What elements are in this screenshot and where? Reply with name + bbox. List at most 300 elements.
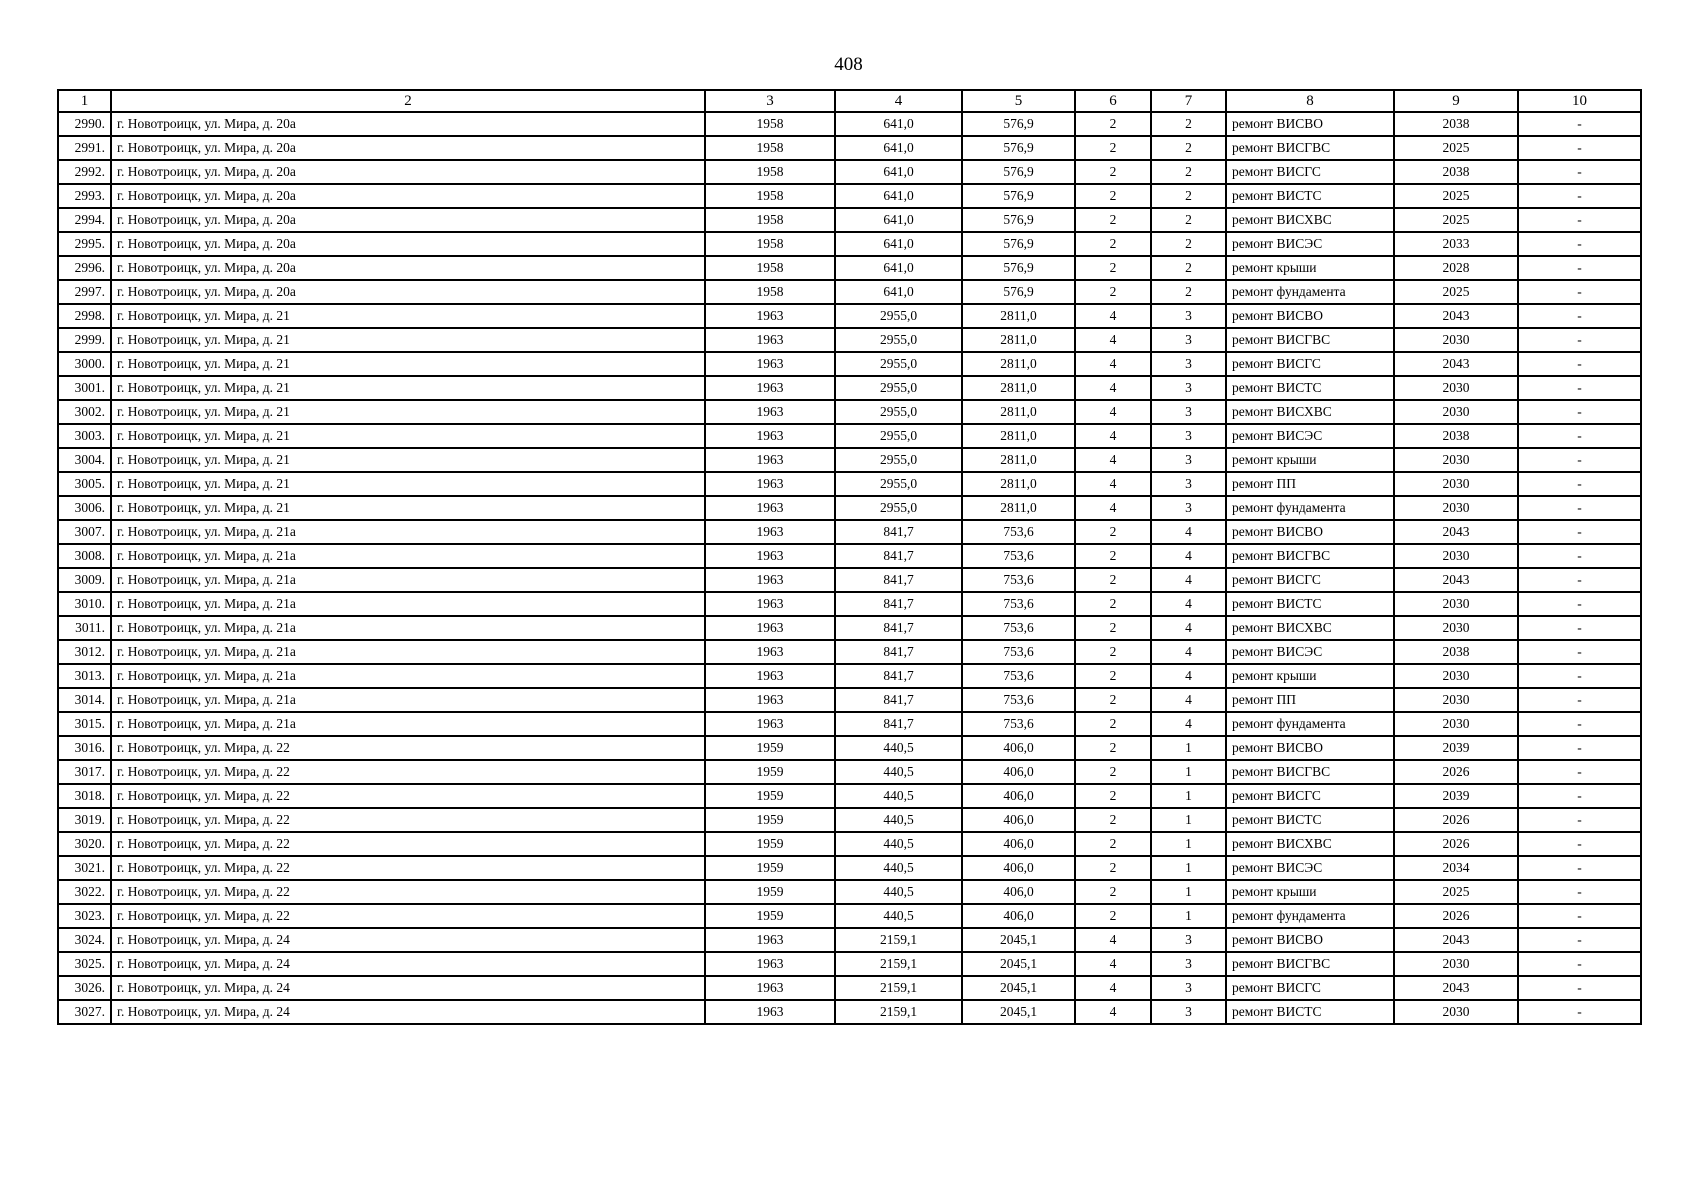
year-built-cell: 1963 (705, 424, 835, 448)
work-type-cell: ремонт ВИСГВС (1226, 328, 1394, 352)
entrances-cell: 2 (1151, 184, 1226, 208)
column-header: 5 (962, 90, 1075, 112)
note-cell: - (1518, 856, 1641, 880)
total-area-cell: 841,7 (835, 688, 962, 712)
entrances-cell: 3 (1151, 472, 1226, 496)
row-number-cell: 3021. (58, 856, 111, 880)
address-cell: г. Новотроицк, ул. Мира, д. 24 (111, 976, 705, 1000)
table-row (58, 808, 1641, 832)
work-type-cell: ремонт ВИСГВС (1226, 136, 1394, 160)
planned-year-cell: 2030 (1394, 544, 1518, 568)
address-cell: г. Новотроицк, ул. Мира, д. 20а (111, 232, 705, 256)
work-type-cell: ремонт ВИСХВС (1226, 616, 1394, 640)
table-row (58, 184, 1641, 208)
floors-cell: 2 (1075, 544, 1151, 568)
living-area-cell: 406,0 (962, 880, 1075, 904)
total-area-cell: 641,0 (835, 208, 962, 232)
living-area-cell: 2045,1 (962, 976, 1075, 1000)
year-built-cell: 1963 (705, 496, 835, 520)
entrances-cell: 1 (1151, 760, 1226, 784)
work-type-cell: ремонт крыши (1226, 664, 1394, 688)
planned-year-cell: 2039 (1394, 784, 1518, 808)
work-type-cell: ремонт ВИСЭС (1226, 856, 1394, 880)
header-row (58, 90, 1641, 112)
year-built-cell: 1963 (705, 448, 835, 472)
table-row (58, 304, 1641, 328)
year-built-cell: 1963 (705, 1000, 835, 1024)
row-number-cell: 3004. (58, 448, 111, 472)
row-number-cell: 2991. (58, 136, 111, 160)
work-type-cell: ремонт ВИСТС (1226, 808, 1394, 832)
planned-year-cell: 2030 (1394, 376, 1518, 400)
year-built-cell: 1963 (705, 328, 835, 352)
note-cell: - (1518, 304, 1641, 328)
living-area-cell: 2045,1 (962, 928, 1075, 952)
year-built-cell: 1963 (705, 568, 835, 592)
note-cell: - (1518, 160, 1641, 184)
year-built-cell: 1959 (705, 832, 835, 856)
year-built-cell: 1963 (705, 640, 835, 664)
floors-cell: 4 (1075, 952, 1151, 976)
note-cell: - (1518, 448, 1641, 472)
total-area-cell: 440,5 (835, 856, 962, 880)
table-row (58, 208, 1641, 232)
table-row (58, 592, 1641, 616)
column-header: 2 (111, 90, 705, 112)
page-number: 408 (834, 54, 863, 75)
planned-year-cell: 2033 (1394, 232, 1518, 256)
living-area-cell: 576,9 (962, 160, 1075, 184)
repair-schedule-table (57, 89, 1642, 1025)
column-header: 6 (1075, 90, 1151, 112)
table-row (58, 784, 1641, 808)
total-area-cell: 841,7 (835, 712, 962, 736)
table-row (58, 664, 1641, 688)
note-cell: - (1518, 424, 1641, 448)
floors-cell: 2 (1075, 688, 1151, 712)
floors-cell: 2 (1075, 784, 1151, 808)
planned-year-cell: 2043 (1394, 304, 1518, 328)
table-row (58, 280, 1641, 304)
work-type-cell: ремонт ВИСГВС (1226, 760, 1394, 784)
note-cell: - (1518, 592, 1641, 616)
entrances-cell: 3 (1151, 424, 1226, 448)
note-cell: - (1518, 1000, 1641, 1024)
planned-year-cell: 2030 (1394, 688, 1518, 712)
work-type-cell: ремонт фундамента (1226, 496, 1394, 520)
address-cell: г. Новотроицк, ул. Мира, д. 20а (111, 256, 705, 280)
year-built-cell: 1958 (705, 256, 835, 280)
planned-year-cell: 2043 (1394, 568, 1518, 592)
year-built-cell: 1959 (705, 808, 835, 832)
table-row (58, 1000, 1641, 1024)
planned-year-cell: 2038 (1394, 112, 1518, 136)
column-header: 1 (58, 90, 111, 112)
total-area-cell: 2955,0 (835, 448, 962, 472)
entrances-cell: 2 (1151, 112, 1226, 136)
year-built-cell: 1963 (705, 688, 835, 712)
entrances-cell: 4 (1151, 640, 1226, 664)
table-row (58, 928, 1641, 952)
living-area-cell: 2811,0 (962, 352, 1075, 376)
entrances-cell: 3 (1151, 928, 1226, 952)
year-built-cell: 1963 (705, 544, 835, 568)
address-cell: г. Новотроицк, ул. Мира, д. 21 (111, 448, 705, 472)
year-built-cell: 1963 (705, 520, 835, 544)
entrances-cell: 3 (1151, 976, 1226, 1000)
total-area-cell: 2159,1 (835, 928, 962, 952)
table-row (58, 760, 1641, 784)
note-cell: - (1518, 136, 1641, 160)
table-row (58, 352, 1641, 376)
entrances-cell: 1 (1151, 808, 1226, 832)
note-cell: - (1518, 232, 1641, 256)
total-area-cell: 841,7 (835, 664, 962, 688)
row-number-cell: 3015. (58, 712, 111, 736)
row-number-cell: 2998. (58, 304, 111, 328)
row-number-cell: 2990. (58, 112, 111, 136)
work-type-cell: ремонт ВИСХВС (1226, 208, 1394, 232)
entrances-cell: 1 (1151, 736, 1226, 760)
table-row (58, 400, 1641, 424)
year-built-cell: 1958 (705, 280, 835, 304)
total-area-cell: 841,7 (835, 568, 962, 592)
row-number-cell: 3018. (58, 784, 111, 808)
address-cell: г. Новотроицк, ул. Мира, д. 22 (111, 856, 705, 880)
address-cell: г. Новотроицк, ул. Мира, д. 21а (111, 664, 705, 688)
row-number-cell: 3008. (58, 544, 111, 568)
floors-cell: 2 (1075, 280, 1151, 304)
row-number-cell: 3000. (58, 352, 111, 376)
address-cell: г. Новотроицк, ул. Мира, д. 21а (111, 520, 705, 544)
total-area-cell: 440,5 (835, 880, 962, 904)
row-number-cell: 3013. (58, 664, 111, 688)
year-built-cell: 1959 (705, 736, 835, 760)
address-cell: г. Новотроицк, ул. Мира, д. 21 (111, 472, 705, 496)
entrances-cell: 4 (1151, 520, 1226, 544)
address-cell: г. Новотроицк, ул. Мира, д. 24 (111, 952, 705, 976)
total-area-cell: 841,7 (835, 544, 962, 568)
address-cell: г. Новотроицк, ул. Мира, д. 21а (111, 568, 705, 592)
note-cell: - (1518, 952, 1641, 976)
living-area-cell: 576,9 (962, 232, 1075, 256)
total-area-cell: 841,7 (835, 616, 962, 640)
work-type-cell: ремонт фундамента (1226, 904, 1394, 928)
planned-year-cell: 2030 (1394, 328, 1518, 352)
row-number-cell: 3007. (58, 520, 111, 544)
address-cell: г. Новотроицк, ул. Мира, д. 22 (111, 904, 705, 928)
row-number-cell: 3026. (58, 976, 111, 1000)
total-area-cell: 641,0 (835, 232, 962, 256)
living-area-cell: 2811,0 (962, 376, 1075, 400)
table-row (58, 136, 1641, 160)
entrances-cell: 3 (1151, 400, 1226, 424)
floors-cell: 2 (1075, 112, 1151, 136)
planned-year-cell: 2030 (1394, 616, 1518, 640)
living-area-cell: 2811,0 (962, 328, 1075, 352)
planned-year-cell: 2038 (1394, 160, 1518, 184)
row-number-cell: 3027. (58, 1000, 111, 1024)
year-built-cell: 1959 (705, 784, 835, 808)
work-type-cell: ремонт ВИСВО (1226, 736, 1394, 760)
entrances-cell: 3 (1151, 304, 1226, 328)
total-area-cell: 440,5 (835, 808, 962, 832)
total-area-cell: 440,5 (835, 736, 962, 760)
floors-cell: 2 (1075, 208, 1151, 232)
year-built-cell: 1963 (705, 352, 835, 376)
living-area-cell: 406,0 (962, 736, 1075, 760)
table-row (58, 856, 1641, 880)
year-built-cell: 1958 (705, 208, 835, 232)
column-header: 3 (705, 90, 835, 112)
year-built-cell: 1958 (705, 160, 835, 184)
address-cell: г. Новотроицк, ул. Мира, д. 22 (111, 832, 705, 856)
living-area-cell: 753,6 (962, 712, 1075, 736)
living-area-cell: 2811,0 (962, 472, 1075, 496)
work-type-cell: ремонт ВИСВО (1226, 520, 1394, 544)
table-row (58, 328, 1641, 352)
planned-year-cell: 2030 (1394, 1000, 1518, 1024)
total-area-cell: 2955,0 (835, 376, 962, 400)
row-number-cell: 3012. (58, 640, 111, 664)
total-area-cell: 641,0 (835, 112, 962, 136)
work-type-cell: ремонт ВИСХВС (1226, 832, 1394, 856)
planned-year-cell: 2043 (1394, 928, 1518, 952)
planned-year-cell: 2030 (1394, 592, 1518, 616)
floors-cell: 4 (1075, 448, 1151, 472)
table-row (58, 544, 1641, 568)
floors-cell: 2 (1075, 760, 1151, 784)
floors-cell: 4 (1075, 424, 1151, 448)
entrances-cell: 4 (1151, 616, 1226, 640)
table-row (58, 976, 1641, 1000)
living-area-cell: 576,9 (962, 256, 1075, 280)
total-area-cell: 641,0 (835, 280, 962, 304)
table-row (58, 568, 1641, 592)
note-cell: - (1518, 928, 1641, 952)
floors-cell: 2 (1075, 808, 1151, 832)
table-row (58, 688, 1641, 712)
note-cell: - (1518, 376, 1641, 400)
note-cell: - (1518, 784, 1641, 808)
planned-year-cell: 2026 (1394, 808, 1518, 832)
note-cell: - (1518, 208, 1641, 232)
living-area-cell: 753,6 (962, 640, 1075, 664)
living-area-cell: 753,6 (962, 688, 1075, 712)
year-built-cell: 1959 (705, 856, 835, 880)
note-cell: - (1518, 520, 1641, 544)
row-number-cell: 3002. (58, 400, 111, 424)
year-built-cell: 1959 (705, 760, 835, 784)
table-row (58, 256, 1641, 280)
note-cell: - (1518, 616, 1641, 640)
total-area-cell: 440,5 (835, 904, 962, 928)
row-number-cell: 3025. (58, 952, 111, 976)
living-area-cell: 406,0 (962, 808, 1075, 832)
address-cell: г. Новотроицк, ул. Мира, д. 21 (111, 400, 705, 424)
living-area-cell: 406,0 (962, 784, 1075, 808)
year-built-cell: 1963 (705, 664, 835, 688)
address-cell: г. Новотроицк, ул. Мира, д. 24 (111, 928, 705, 952)
column-header: 10 (1518, 90, 1641, 112)
living-area-cell: 2811,0 (962, 424, 1075, 448)
year-built-cell: 1963 (705, 712, 835, 736)
row-number-cell: 3011. (58, 616, 111, 640)
work-type-cell: ремонт крыши (1226, 256, 1394, 280)
floors-cell: 2 (1075, 736, 1151, 760)
floors-cell: 2 (1075, 136, 1151, 160)
column-header: 9 (1394, 90, 1518, 112)
address-cell: г. Новотроицк, ул. Мира, д. 21а (111, 712, 705, 736)
planned-year-cell: 2043 (1394, 352, 1518, 376)
note-cell: - (1518, 760, 1641, 784)
planned-year-cell: 2025 (1394, 280, 1518, 304)
note-cell: - (1518, 880, 1641, 904)
work-type-cell: ремонт ВИСТС (1226, 1000, 1394, 1024)
address-cell: г. Новотроицк, ул. Мира, д. 21 (111, 352, 705, 376)
year-built-cell: 1963 (705, 592, 835, 616)
work-type-cell: ремонт ВИСГС (1226, 352, 1394, 376)
floors-cell: 4 (1075, 376, 1151, 400)
year-built-cell: 1963 (705, 928, 835, 952)
planned-year-cell: 2030 (1394, 448, 1518, 472)
work-type-cell: ремонт фундамента (1226, 280, 1394, 304)
planned-year-cell: 2030 (1394, 664, 1518, 688)
living-area-cell: 753,6 (962, 592, 1075, 616)
address-cell: г. Новотроицк, ул. Мира, д. 21а (111, 640, 705, 664)
planned-year-cell: 2025 (1394, 880, 1518, 904)
planned-year-cell: 2025 (1394, 136, 1518, 160)
work-type-cell: ремонт ПП (1226, 688, 1394, 712)
year-built-cell: 1963 (705, 976, 835, 1000)
row-number-cell: 2993. (58, 184, 111, 208)
note-cell: - (1518, 112, 1641, 136)
entrances-cell: 1 (1151, 856, 1226, 880)
row-number-cell: 3017. (58, 760, 111, 784)
entrances-cell: 4 (1151, 592, 1226, 616)
work-type-cell: ремонт ВИСЭС (1226, 424, 1394, 448)
entrances-cell: 4 (1151, 568, 1226, 592)
row-number-cell: 3016. (58, 736, 111, 760)
column-header: 8 (1226, 90, 1394, 112)
table-row (58, 736, 1641, 760)
living-area-cell: 2045,1 (962, 1000, 1075, 1024)
work-type-cell: ремонт ВИСГС (1226, 784, 1394, 808)
address-cell: г. Новотроицк, ул. Мира, д. 21 (111, 376, 705, 400)
row-number-cell: 3001. (58, 376, 111, 400)
address-cell: г. Новотроицк, ул. Мира, д. 20а (111, 280, 705, 304)
total-area-cell: 2955,0 (835, 400, 962, 424)
entrances-cell: 4 (1151, 544, 1226, 568)
living-area-cell: 2811,0 (962, 448, 1075, 472)
work-type-cell: ремонт ВИСГС (1226, 568, 1394, 592)
floors-cell: 2 (1075, 568, 1151, 592)
work-type-cell: ремонт ВИСГС (1226, 976, 1394, 1000)
total-area-cell: 2955,0 (835, 472, 962, 496)
floors-cell: 2 (1075, 712, 1151, 736)
living-area-cell: 753,6 (962, 568, 1075, 592)
note-cell: - (1518, 688, 1641, 712)
row-number-cell: 3014. (58, 688, 111, 712)
planned-year-cell: 2030 (1394, 400, 1518, 424)
floors-cell: 2 (1075, 880, 1151, 904)
work-type-cell: ремонт ВИСВО (1226, 304, 1394, 328)
row-number-cell: 2994. (58, 208, 111, 232)
address-cell: г. Новотроицк, ул. Мира, д. 20а (111, 112, 705, 136)
work-type-cell: ремонт ВИСТС (1226, 376, 1394, 400)
table-row (58, 448, 1641, 472)
address-cell: г. Новотроицк, ул. Мира, д. 24 (111, 1000, 705, 1024)
total-area-cell: 2159,1 (835, 976, 962, 1000)
address-cell: г. Новотроицк, ул. Мира, д. 21а (111, 688, 705, 712)
table-row (58, 496, 1641, 520)
total-area-cell: 440,5 (835, 832, 962, 856)
living-area-cell: 2811,0 (962, 304, 1075, 328)
living-area-cell: 2811,0 (962, 496, 1075, 520)
total-area-cell: 841,7 (835, 592, 962, 616)
planned-year-cell: 2025 (1394, 208, 1518, 232)
row-number-cell: 3009. (58, 568, 111, 592)
note-cell: - (1518, 808, 1641, 832)
planned-year-cell: 2030 (1394, 496, 1518, 520)
row-number-cell: 3020. (58, 832, 111, 856)
planned-year-cell: 2038 (1394, 424, 1518, 448)
total-area-cell: 641,0 (835, 136, 962, 160)
floors-cell: 4 (1075, 472, 1151, 496)
note-cell: - (1518, 400, 1641, 424)
work-type-cell: ремонт фундамента (1226, 712, 1394, 736)
note-cell: - (1518, 256, 1641, 280)
table-row (58, 376, 1641, 400)
row-number-cell: 2997. (58, 280, 111, 304)
note-cell: - (1518, 496, 1641, 520)
table-row (58, 712, 1641, 736)
address-cell: г. Новотроицк, ул. Мира, д. 22 (111, 808, 705, 832)
row-number-cell: 3023. (58, 904, 111, 928)
address-cell: г. Новотроицк, ул. Мира, д. 21а (111, 616, 705, 640)
planned-year-cell: 2043 (1394, 520, 1518, 544)
planned-year-cell: 2026 (1394, 832, 1518, 856)
work-type-cell: ремонт ПП (1226, 472, 1394, 496)
work-type-cell: ремонт ВИСЭС (1226, 640, 1394, 664)
table-body (58, 112, 1641, 1024)
floors-cell: 2 (1075, 160, 1151, 184)
year-built-cell: 1963 (705, 472, 835, 496)
entrances-cell: 2 (1151, 208, 1226, 232)
planned-year-cell: 2026 (1394, 760, 1518, 784)
work-type-cell: ремонт ВИСХВС (1226, 400, 1394, 424)
entrances-cell: 1 (1151, 880, 1226, 904)
living-area-cell: 406,0 (962, 904, 1075, 928)
row-number-cell: 2996. (58, 256, 111, 280)
planned-year-cell: 2030 (1394, 952, 1518, 976)
work-type-cell: ремонт ВИСТС (1226, 184, 1394, 208)
entrances-cell: 3 (1151, 1000, 1226, 1024)
floors-cell: 2 (1075, 616, 1151, 640)
work-type-cell: ремонт ВИСЭС (1226, 232, 1394, 256)
note-cell: - (1518, 328, 1641, 352)
table-row (58, 880, 1641, 904)
note-cell: - (1518, 736, 1641, 760)
note-cell: - (1518, 472, 1641, 496)
floors-cell: 4 (1075, 352, 1151, 376)
address-cell: г. Новотроицк, ул. Мира, д. 20а (111, 208, 705, 232)
row-number-cell: 2992. (58, 160, 111, 184)
address-cell: г. Новотроицк, ул. Мира, д. 22 (111, 784, 705, 808)
table-row (58, 616, 1641, 640)
year-built-cell: 1963 (705, 304, 835, 328)
floors-cell: 2 (1075, 592, 1151, 616)
